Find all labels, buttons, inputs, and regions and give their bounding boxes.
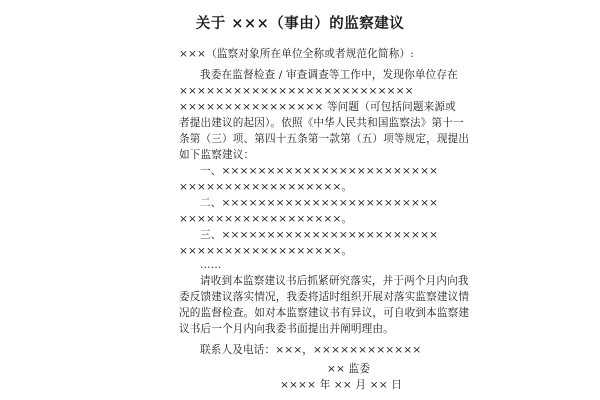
body-line: ××××××××××××××××××××××××××: [179, 85, 414, 97]
closing-line: 委反馈建议落实情况，我委将适时组织开展对落实监察建议情: [179, 291, 470, 303]
suggestion-item-1-cont: ××××××××××××××××××。: [179, 181, 353, 193]
document-title: 关于 ×××（事由）的监察建议: [195, 15, 405, 32]
ellipsis: ……: [200, 259, 222, 271]
contact-line: 联系人及电话：×××，××××××××××××: [200, 344, 422, 356]
suggestion-item-2: 二、××××××××××××××××××××××××: [200, 197, 439, 209]
suggestion-item-2-cont: ××××××××××××××××××。: [179, 213, 353, 225]
signature-org: ×× 监委: [326, 363, 370, 375]
suggestion-item-3-cont: ××××××××××××××××××。: [179, 245, 353, 257]
suggestion-item-1: 一、××××××××××××××××××××××××: [200, 165, 439, 177]
body-line: 条第（三）项、第四十五条第一款第（五）项等规定，现提出: [179, 133, 470, 145]
suggestion-item-3: 三、××××××××××××××××××××××××: [200, 229, 439, 241]
closing-line: 议书后一个月内向我委书面提出并阐明理由。: [179, 323, 394, 335]
salutation: ×××（监察对象所在单位全称或者规范化简称）:: [179, 48, 414, 60]
body-line: ×××××××××××××××× 等问题（可包括问题来源或: [179, 101, 456, 113]
body-line: 如下监察建议：: [179, 149, 255, 161]
closing-line: 况的监督检查。如对本监察建议书有异议，可自收到本监察建: [179, 307, 470, 319]
body-line: 者提出建议的起因）。依照《中华人民共和国监察法》第十一: [179, 117, 464, 129]
signature-date: ×××× 年 ×× 月 ×× 日: [279, 379, 402, 391]
closing-line: 请收到本监察建议书后抓紧研究落实，并于两个月内向我: [200, 275, 469, 287]
body-line: 我委在监督检查 / 审查调查等工作中，发现你单位存在: [200, 69, 458, 81]
